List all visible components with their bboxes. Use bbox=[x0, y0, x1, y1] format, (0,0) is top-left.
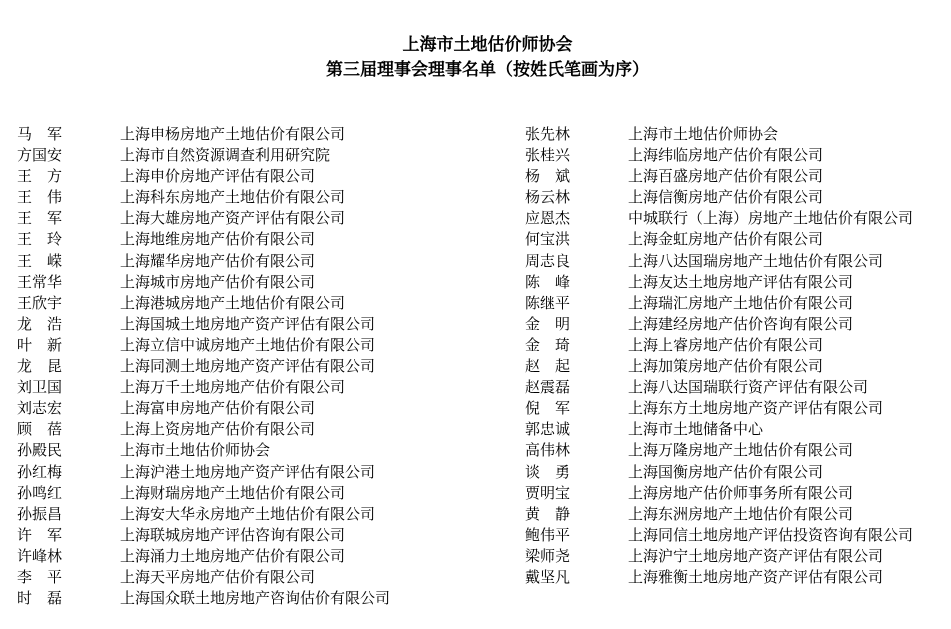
member-name: 马 军 bbox=[17, 125, 63, 143]
member-name: 许峰林 bbox=[17, 546, 63, 565]
member-organization: 上海房地产估价师事务所有限公司 bbox=[628, 483, 854, 502]
member-organization: 上海雅衡土地房地产资产评估有限公司 bbox=[628, 567, 884, 586]
member-organization: 上海友达土地房地产评估有限公司 bbox=[628, 272, 854, 291]
member-name: 周志良 bbox=[525, 251, 571, 270]
member-name: 谈 勇 bbox=[525, 462, 571, 481]
member-name: 龙 浩 bbox=[17, 314, 63, 333]
member-organization: 上海涌力土地房地产估价有限公司 bbox=[120, 546, 346, 565]
member-name: 李 平 bbox=[17, 567, 63, 586]
member-organization: 上海东洲房地产土地估价有限公司 bbox=[628, 504, 854, 523]
member-name: 王 嵘 bbox=[17, 251, 63, 270]
member-organization: 上海沪宁土地房地产资产评估有限公司 bbox=[628, 546, 884, 565]
member-organization: 上海申杨房地产土地估价有限公司 bbox=[120, 125, 346, 143]
member-name: 陈 峰 bbox=[525, 272, 571, 291]
member-organization: 上海万隆房地产土地估价有限公司 bbox=[628, 441, 854, 460]
member-name: 王 伟 bbox=[17, 188, 63, 207]
member-name: 孙殿民 bbox=[17, 441, 63, 460]
member-organization: 上海耀华房地产估价有限公司 bbox=[120, 251, 316, 270]
member-name: 陈继平 bbox=[525, 293, 571, 312]
member-organization: 上海富申房地产估价有限公司 bbox=[120, 399, 316, 418]
member-name: 何宝洪 bbox=[525, 230, 571, 249]
member-organization: 上海市土地储备中心 bbox=[628, 420, 764, 439]
member-name: 杨云林 bbox=[525, 188, 571, 207]
member-organization: 上海建经房地产估价咨询有限公司 bbox=[628, 314, 854, 333]
member-organization: 上海八达国瑞房地产土地估价有限公司 bbox=[628, 251, 884, 270]
member-name: 赵 起 bbox=[525, 357, 571, 376]
member-name: 戴坚凡 bbox=[525, 567, 571, 586]
member-name: 高伟林 bbox=[525, 441, 571, 460]
member-name: 杨 斌 bbox=[525, 167, 571, 186]
member-organization: 上海纬临房地产估价有限公司 bbox=[628, 146, 824, 165]
member-organization: 上海同信土地房地产评估投资咨询有限公司 bbox=[628, 525, 914, 544]
member-organization: 上海大雄房地产资产评估有限公司 bbox=[120, 209, 346, 228]
member-organization: 上海立信中诚房地产土地估价有限公司 bbox=[120, 335, 376, 354]
member-name: 倪 军 bbox=[525, 399, 571, 418]
member-organization: 上海国城土地房地产资产评估有限公司 bbox=[120, 314, 376, 333]
member-organization: 中城联行（上海）房地产土地估价有限公司 bbox=[628, 209, 914, 228]
member-organization: 上海城市房地产估价有限公司 bbox=[120, 272, 316, 291]
member-organization: 上海港城房地产土地估价有限公司 bbox=[120, 293, 346, 312]
member-organization: 上海市土地估价师协会 bbox=[628, 125, 779, 143]
member-name: 叶 新 bbox=[17, 335, 63, 354]
member-name: 方国安 bbox=[17, 146, 63, 165]
member-name: 孙红梅 bbox=[17, 462, 63, 481]
member-name: 王 玲 bbox=[17, 230, 63, 249]
member-name: 贾明宝 bbox=[525, 483, 571, 502]
member-organization: 上海市土地估价师协会 bbox=[120, 441, 271, 460]
member-organization: 上海同测土地房地产资产评估有限公司 bbox=[120, 357, 376, 376]
member-name: 郭忠诚 bbox=[525, 420, 571, 439]
member-name: 赵震磊 bbox=[525, 378, 571, 397]
member-organization: 上海申价房地产评估有限公司 bbox=[120, 167, 316, 186]
member-name: 应恩杰 bbox=[525, 209, 571, 228]
member-name: 金 琦 bbox=[525, 335, 571, 354]
member-name: 梁师尧 bbox=[525, 546, 571, 565]
member-name: 王 军 bbox=[17, 209, 63, 228]
member-name: 时 磊 bbox=[17, 589, 63, 608]
member-name: 王 方 bbox=[17, 167, 63, 186]
member-organization: 上海国众联土地房地产咨询估价有限公司 bbox=[120, 589, 391, 608]
member-name: 龙 昆 bbox=[17, 357, 63, 376]
member-name: 张先林 bbox=[525, 125, 571, 143]
member-organization: 上海市自然资源调查利用研究院 bbox=[120, 146, 331, 165]
member-name: 刘卫国 bbox=[17, 378, 63, 397]
member-organization: 上海联城房地产评估咨询有限公司 bbox=[120, 525, 346, 544]
member-name: 孙振昌 bbox=[17, 504, 63, 523]
document-title: 上海市土地估价师协会 bbox=[402, 35, 573, 55]
member-name: 王常华 bbox=[17, 272, 63, 291]
member-name: 孙鸣红 bbox=[17, 483, 63, 502]
member-organization: 上海瑞汇房地产土地估价有限公司 bbox=[628, 293, 854, 312]
member-organization: 上海国衡房地产估价有限公司 bbox=[628, 462, 824, 481]
member-organization: 上海信衡房地产估价有限公司 bbox=[628, 188, 824, 207]
member-organization: 上海百盛房地产估价有限公司 bbox=[628, 167, 824, 186]
member-name: 黄 静 bbox=[525, 504, 571, 523]
member-organization: 上海财瑞房地产土地估价有限公司 bbox=[120, 483, 346, 502]
member-organization: 上海地维房地产估价有限公司 bbox=[120, 230, 316, 249]
member-name: 鲍伟平 bbox=[525, 525, 571, 544]
member-organization: 上海金虹房地产估价有限公司 bbox=[628, 230, 824, 249]
member-organization: 上海万千土地房地产估价有限公司 bbox=[120, 378, 346, 397]
member-organization: 上海安大华永房地产土地估价有限公司 bbox=[120, 504, 376, 523]
document-subtitle: 第三届理事会理事名单（按姓氏笔画为序） bbox=[326, 60, 649, 80]
member-organization: 上海八达国瑞联行资产评估有限公司 bbox=[628, 378, 869, 397]
member-name: 张桂兴 bbox=[525, 146, 571, 165]
member-organization: 上海加策房地产估价有限公司 bbox=[628, 357, 824, 376]
member-name: 许 军 bbox=[17, 525, 63, 544]
member-name: 金 明 bbox=[525, 314, 571, 333]
member-name: 刘志宏 bbox=[17, 399, 63, 418]
member-organization: 上海科东房地产土地估价有限公司 bbox=[120, 188, 346, 207]
member-name: 王欣宇 bbox=[17, 293, 63, 312]
member-organization: 上海上睿房地产估价有限公司 bbox=[628, 335, 824, 354]
member-organization: 上海天平房地产估价有限公司 bbox=[120, 567, 316, 586]
member-organization: 上海上资房地产估价有限公司 bbox=[120, 420, 316, 439]
member-organization: 上海东方土地房地产资产评估有限公司 bbox=[628, 399, 884, 418]
member-organization: 上海沪港土地房地产资产评估有限公司 bbox=[120, 462, 376, 481]
member-name: 顾 蓓 bbox=[17, 420, 63, 439]
